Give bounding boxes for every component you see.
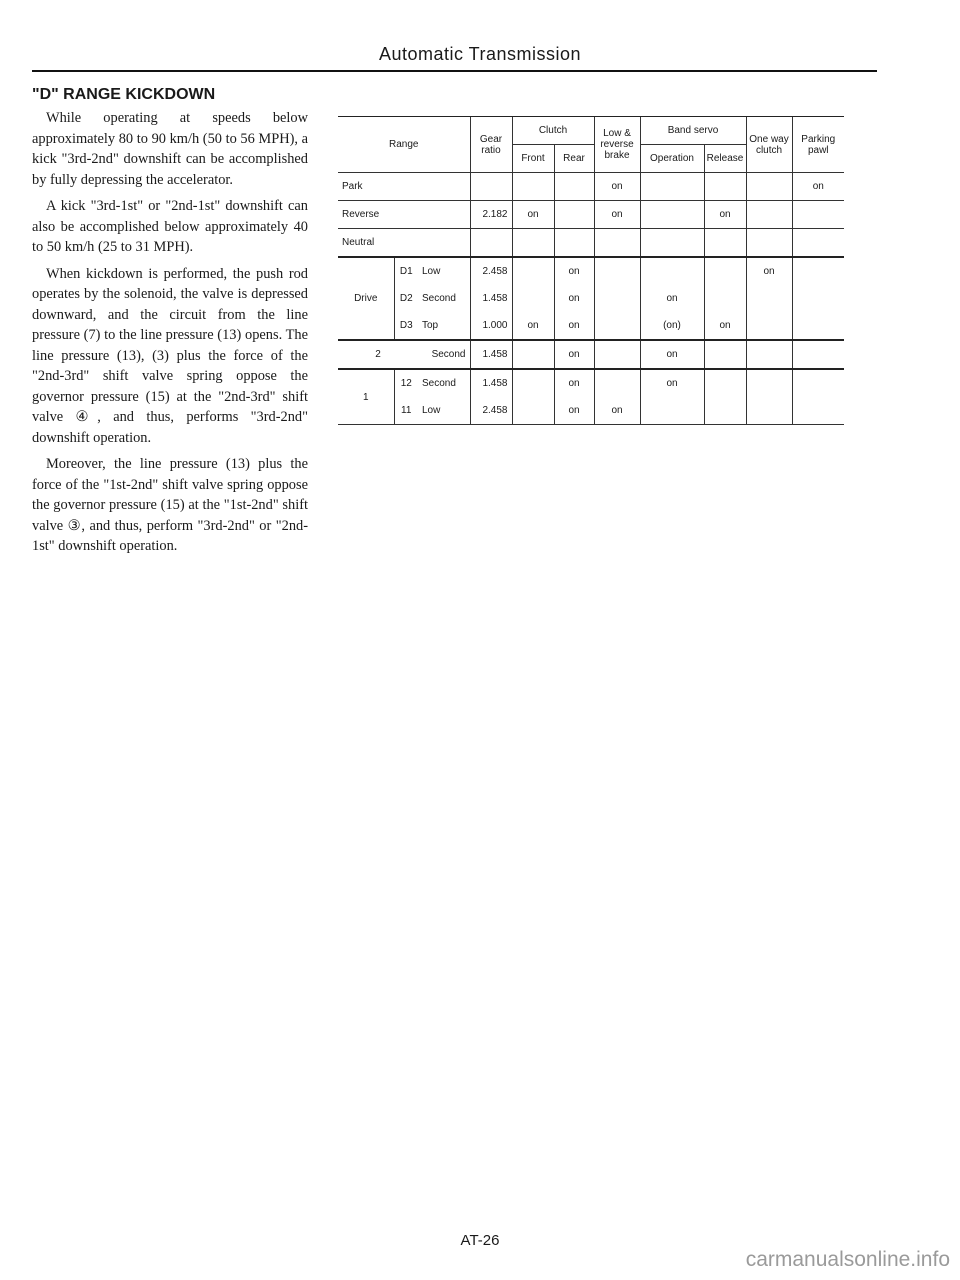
cell-operation	[640, 257, 704, 285]
cell-rear	[554, 173, 594, 201]
cell-release	[704, 229, 746, 258]
cell-low-rev: on	[594, 173, 640, 201]
header-rule	[32, 70, 877, 72]
cell-rear: on	[554, 312, 594, 340]
cell-range-code: 11	[394, 397, 418, 425]
watermark: carmanualsonline.info	[745, 1248, 950, 1271]
page-number: AT-26	[460, 1232, 500, 1249]
paragraph-4: Moreover, the line pressure (13) plus the force of the "1st-2nd" shift valve spring oppose the governor pressure (15) at the "1st-2nd" shift valve ③, and thus, perform "3rd-2nd" or "2nd-1st" downshift operation.	[32, 456, 308, 554]
cell-front: on	[512, 257, 554, 340]
cell-range-gear: Top	[422, 320, 439, 331]
cell-release	[704, 340, 746, 369]
cell-one-way	[746, 229, 792, 258]
cell-one-way: on	[746, 257, 792, 340]
cell-range-code: 12	[394, 369, 418, 397]
cell-operation	[640, 173, 704, 201]
cell-low-rev	[594, 340, 640, 369]
body-text	[32, 108, 308, 563]
cell-rear: on	[554, 369, 594, 397]
cell-front	[512, 229, 554, 258]
cell-release: on	[704, 201, 746, 229]
cell-one-way	[746, 340, 792, 369]
table-row-reverse	[338, 201, 844, 229]
cell-range: Park	[338, 173, 470, 201]
cell-range-group: 1	[338, 369, 394, 425]
cell-low-rev	[594, 257, 640, 340]
cell-operation	[640, 201, 704, 229]
cell-release	[704, 369, 746, 425]
cell-range: Neutral	[338, 229, 470, 258]
cell-range-gear: Second	[418, 369, 470, 397]
cell-one-way	[746, 201, 792, 229]
header-rear: Rear	[554, 145, 594, 173]
table-row-12	[338, 369, 844, 397]
header-gear-ratio: Gear ratio	[470, 117, 512, 173]
page-header-title: Automatic Transmission	[378, 44, 582, 64]
header-clutch: Clutch	[512, 117, 594, 145]
cell-ratio: 2.182	[470, 201, 512, 229]
cell-ratio: 1.458	[470, 285, 512, 312]
cell-range-gear: Second	[422, 293, 456, 304]
cell-rear: on	[554, 257, 594, 285]
header-parking-pawl: Parking pawl	[792, 117, 844, 173]
cell-ratio: 2.458	[470, 397, 512, 425]
cell-low-rev	[594, 369, 640, 397]
header-low-reverse-brake: Low & reverse brake	[594, 117, 640, 173]
cell-operation: on	[640, 285, 704, 312]
cell-range-group: Drive	[338, 257, 394, 340]
cell-ratio: 1.000	[470, 312, 512, 340]
paragraph-2: A kick "3rd-1st" or "2nd-1st" downshift can also be accomplished below approximately 40 to 50 km/h (25 to 31 MPH).	[32, 198, 308, 255]
table-row-neutral	[338, 229, 844, 258]
cell-parking	[792, 257, 844, 340]
cell-release: on	[704, 257, 746, 340]
cell-front	[512, 340, 554, 369]
cell-front	[512, 173, 554, 201]
cell-ratio	[470, 229, 512, 258]
cell-ratio: 1.458	[470, 369, 512, 397]
cell-range-code: D1	[394, 257, 418, 285]
cell-ratio: 2.458	[470, 257, 512, 285]
cell-range-code: D3	[394, 312, 418, 340]
cell-low-rev	[594, 229, 640, 258]
cell-parking	[792, 201, 844, 229]
cell-front: on	[512, 201, 554, 229]
cell-parking	[792, 369, 844, 425]
cell-parking	[792, 229, 844, 258]
header-release: Release	[704, 145, 746, 173]
cell-range: 2	[338, 340, 418, 369]
cell-range-gear: Second	[418, 340, 470, 369]
cell-operation: on	[640, 369, 704, 397]
cell-rear: on	[554, 340, 594, 369]
cell-operation: on	[640, 340, 704, 369]
cell-range-gear: Low	[418, 257, 470, 285]
cell-range: Reverse	[338, 201, 470, 229]
cell-rear	[554, 201, 594, 229]
cell-range-gear: Low	[418, 397, 470, 425]
cell-rear: on	[554, 285, 594, 312]
header-one-way-clutch: One way clutch	[746, 117, 792, 173]
cell-operation	[640, 229, 704, 258]
cell-range-code: D2	[394, 285, 418, 312]
cell-ratio	[470, 173, 512, 201]
shift-table	[338, 116, 844, 425]
section-heading: "D" RANGE KICKDOWN	[32, 86, 216, 103]
header-range: Range	[338, 117, 470, 173]
cell-ratio: 1.458	[470, 340, 512, 369]
table-row-park	[338, 173, 844, 201]
cell-one-way	[746, 173, 792, 201]
cell-rear	[554, 229, 594, 258]
table-row-2	[338, 340, 844, 369]
cell-front	[512, 369, 554, 425]
cell-release	[704, 173, 746, 201]
cell-parking: on	[792, 173, 844, 201]
cell-operation	[640, 397, 704, 425]
cell-parking	[792, 340, 844, 369]
header-band-servo: Band servo	[640, 117, 746, 145]
paragraph-1: While operating at speeds below approximately 80 to 90 km/h (50 to 56 MPH), a kick "3rd-2nd" downshift can be accomplished by fully depressing the accelerator.	[32, 110, 308, 188]
table-row-d1	[338, 257, 844, 285]
cell-low-rev: on	[594, 397, 640, 425]
cell-low-rev: on	[594, 201, 640, 229]
header-operation: Operation	[640, 145, 704, 173]
header-front: Front	[512, 145, 554, 173]
cell-rear: on	[554, 397, 594, 425]
cell-one-way	[746, 369, 792, 425]
cell-operation: (on)	[640, 312, 704, 340]
paragraph-3: When kickdown is performed, the push rod operates by the solenoid, the valve is depressed downward, and the circuit from the line pressure (7) to the line pressure (13) opens. The line pressure (13), (3) plus the force of the "2nd-3rd" shift valve spring oppose the governor pressure (15) at the "2nd-3rd" shift valve ④, and thus, performs "3rd-2nd" downshift operation.	[32, 265, 308, 446]
